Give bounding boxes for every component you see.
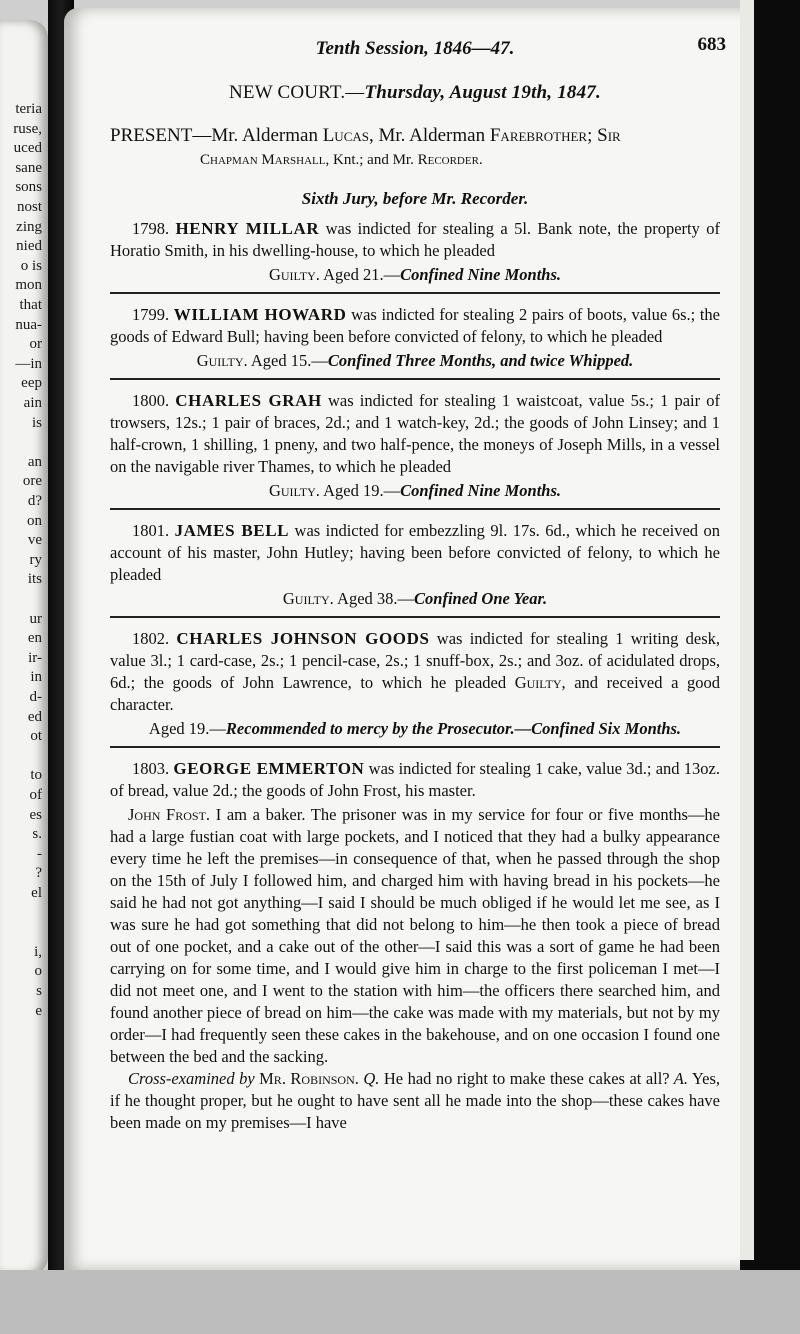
case-divider (110, 746, 720, 748)
case-number: 1801. (132, 521, 170, 540)
question-text: He had no right to make these cakes at all? (379, 1069, 670, 1088)
facing-page-fragment: ed (27, 708, 42, 725)
facing-page-fragment: zing (16, 218, 42, 235)
facing-page-fragment: sons (15, 179, 42, 196)
verdict-age: Aged 19.— (319, 481, 401, 500)
facing-page-fragment: nua- (15, 316, 42, 333)
facing-page-fragment: teria (15, 101, 42, 117)
verdict-sentence: Recommended to mercy by the Prosecutor.—Confined Six Months. (225, 719, 682, 738)
present-sep-2: , Knt.; and Mr. (325, 152, 418, 168)
case-text: was indicted for embezzling 9l. 17s. 6d., which he received on account of his master, John Hutley; having been before convicted of felony, to which he pleaded (110, 521, 720, 584)
facing-page-fragment: an (27, 453, 42, 470)
answer-label: A. (669, 1069, 689, 1088)
verdict-guilty: Guilty. (268, 481, 320, 500)
present-line (110, 124, 720, 172)
witness-name: John Frost. (128, 805, 211, 824)
verdict-sentence: Confined Three Months, and twice Whipped. (327, 351, 634, 370)
verdict-age: Aged 15.— (247, 351, 328, 370)
present-lucas: Lucas (322, 125, 369, 146)
scan-bottom-band (0, 1270, 800, 1334)
facing-page-fragment: on (27, 512, 42, 529)
facing-page-fragment: s (36, 983, 42, 999)
jury-heading: Sixth Jury, before Mr. Recorder. (301, 189, 529, 208)
case-number: 1798. (132, 219, 170, 238)
running-title: Tenth Session, 1846—47. (315, 38, 515, 59)
plea-guilty: Guilty (514, 673, 562, 692)
facing-page-fragment: d- (29, 689, 42, 705)
facing-page-fragment: ruse, (13, 120, 42, 137)
cross-examined-label: Cross-examined by (128, 1069, 260, 1088)
facing-page-fragment: ir- (28, 649, 42, 666)
question-label: Q. (358, 1069, 380, 1088)
book-page (64, 8, 744, 1270)
present-lead: PRESENT—Mr. Alderman (110, 125, 323, 146)
facing-page-fragment: nost (16, 199, 42, 215)
facing-page-fragment: is (31, 414, 42, 431)
case-entry (110, 520, 720, 610)
facing-page-fragment: to (30, 767, 42, 784)
case-number: 1802. (132, 629, 170, 648)
facing-page-fragment: - (37, 845, 42, 862)
present-recorder: Recorder (417, 152, 479, 168)
page-edge-strip (740, 0, 754, 1260)
court-heading (110, 82, 720, 104)
facing-page-fragment: ur (29, 610, 42, 627)
court-date: Thursday, August 19th, 1847. (364, 82, 601, 103)
verdict-age: Aged 19.— (148, 719, 226, 738)
defendant-name: GEORGE EMMERTON (173, 759, 365, 778)
facing-page-fragment: —in (15, 355, 42, 372)
present-end: . (478, 152, 483, 168)
facing-page-fragment: that (19, 297, 42, 313)
verdict-age: Aged 21.— (319, 265, 401, 284)
page-content (110, 34, 726, 1134)
verdict (110, 480, 720, 502)
facing-page-fragment: s. (32, 826, 42, 843)
case-text: was indicted for stealing a 5l. Bank note, the property of Horatio Smith, in his dwelling-house, to which he pleaded (110, 219, 720, 260)
court-name: NEW COURT.— (229, 82, 365, 103)
facing-page-fragment: mon (15, 277, 42, 294)
case-text: was indicted for stealing 1 waistcoat, value 5s.; 1 pair of trowsers, 12s.; 1 pair of braces, 2d.; and 1 watch-key, 2d.; the goods of John Linsey; and 1 half-crown, 1 shilling, 1 pneny, and two half-pence, the moneys of Joseph Mills, in a vessel on the navigable river Thames, to which he pleaded (110, 391, 721, 476)
case-entry (110, 390, 720, 502)
facing-page-fragment: ry (29, 551, 42, 568)
case-text-after: , and received a good character. (110, 673, 720, 714)
facing-page-fragment: ve (27, 532, 42, 549)
facing-page-fragment: or (29, 336, 42, 353)
answer-text: Yes, if he thought proper, but he ought to have sent all he made into the shop—these cakes have been made on my premises—I have (110, 1069, 721, 1132)
case-divider (110, 616, 720, 618)
case-number: 1799. (132, 305, 170, 324)
case-text: was indicted for stealing 1 writing desk, value 3l.; 1 card-case, 2s.; 1 pencil-case, 2s.; 1 snuff-box, 2s.; and 3oz. of acidulated drops, 6d.; the goods of John Lawrence, to which he pleaded (110, 629, 720, 692)
verdict (110, 718, 720, 740)
facing-page-fragment: el (31, 885, 42, 901)
case-entry (110, 218, 720, 286)
facing-page-fragment: eep (21, 375, 42, 392)
verdict-guilty: Guilty. (268, 265, 320, 284)
facing-page-fragment: d? (27, 493, 42, 509)
scan-right-edge (740, 0, 800, 1334)
case-number: 1803. (132, 759, 170, 778)
facing-page-fragment: of (29, 787, 42, 803)
defendant-name: CHARLES GRAH (175, 391, 322, 410)
verdict-sentence: Confined Nine Months. (400, 265, 562, 284)
case-entry (110, 304, 720, 372)
facing-page-fragment: in (30, 669, 42, 686)
verdict-sentence: Confined Nine Months. (400, 481, 562, 500)
facing-page-fragment: its (27, 571, 42, 588)
facing-page-fragment: es (29, 806, 42, 823)
facing-page-fragment: sane (15, 159, 42, 176)
page-number: 683 (697, 34, 726, 55)
case-divider (110, 378, 720, 380)
case-text: was indicted for stealing 2 pairs of boots, value 6s.; the goods of Edward Bull; having been before convicted of felony, to which he pleaded (110, 305, 720, 346)
running-head (110, 34, 726, 64)
defendant-name: WILLIAM HOWARD (173, 305, 347, 324)
case-entry (110, 628, 720, 740)
case-number: 1800. (132, 391, 170, 410)
present-farebrother: Farebrother (489, 125, 588, 146)
facing-page-edge (0, 20, 48, 1275)
case-divider (110, 292, 720, 294)
facing-page-fragment: uced (13, 140, 42, 157)
verdict-guilty: Guilty. (282, 589, 334, 608)
facing-page-fragment: ore (22, 473, 42, 490)
facing-page-fragment: o is (20, 257, 42, 274)
facing-page-fragment: nied (16, 238, 42, 255)
defendant-name: JAMES BELL (174, 521, 290, 540)
present-sep-1: , Mr. Alderman (369, 125, 490, 146)
verdict-guilty: Guilty. (196, 351, 248, 370)
case-text: was indicted for stealing 1 cake, value 3d.; and 13oz. of bread, value 2d.; the goods of John Frost, his master. (110, 759, 721, 800)
facing-page-fragment: ain (23, 395, 42, 411)
verdict (110, 350, 720, 372)
case-entry (110, 758, 720, 802)
facing-page-fragment: en (27, 630, 42, 647)
witness-statement: I am a baker. The prisoner was in my service for four or five months—he had a large fustian coat with large pockets, and I noticed that they had a bulky appearance every time he left the premises—in consequence of that, when he passed through the shop on the 15th of July I followed him, and charged him with having bread in his pockets—he said he had not got anything—I said I should be much obliged if he would let me see, as I was sure he had got something that did not belong to him—he then took a piece of bread out of one pocket, and a cake out of the other—I said this was a sort of game he had been carrying on for some time, and I would give him in charge to the first policeman I met—I did not meet one, and I went to the station with him—the officers there searched him, and found another piece of bread on him—the cake was made with my materials, but not by my order—I had frequently seen these cakes in the bakehouse, and on one occasion I found one between the bed and the sacking. (110, 805, 720, 1066)
facing-page-fragment: i, (34, 943, 42, 960)
verdict-age: Aged 38.— (333, 589, 415, 608)
case-divider (110, 508, 720, 510)
defendant-name: HENRY MILLAR (175, 219, 320, 238)
facing-page-fragment: o (34, 963, 42, 980)
verdict-sentence: Confined One Year. (414, 589, 548, 608)
defendant-name: CHARLES JOHNSON GOODS (176, 629, 430, 648)
counsel-name: Mr. Robinson. (259, 1069, 359, 1088)
facing-page-fragment: e (35, 1002, 42, 1019)
testimony (110, 804, 720, 1134)
present-sir: ; Sir (587, 125, 621, 146)
verdict (110, 264, 720, 286)
facing-page-fragment: ot (30, 728, 42, 745)
facing-page-fragment: ? (35, 865, 42, 882)
verdict (110, 588, 720, 610)
present-marshall: Chapman Marshall (200, 152, 326, 168)
